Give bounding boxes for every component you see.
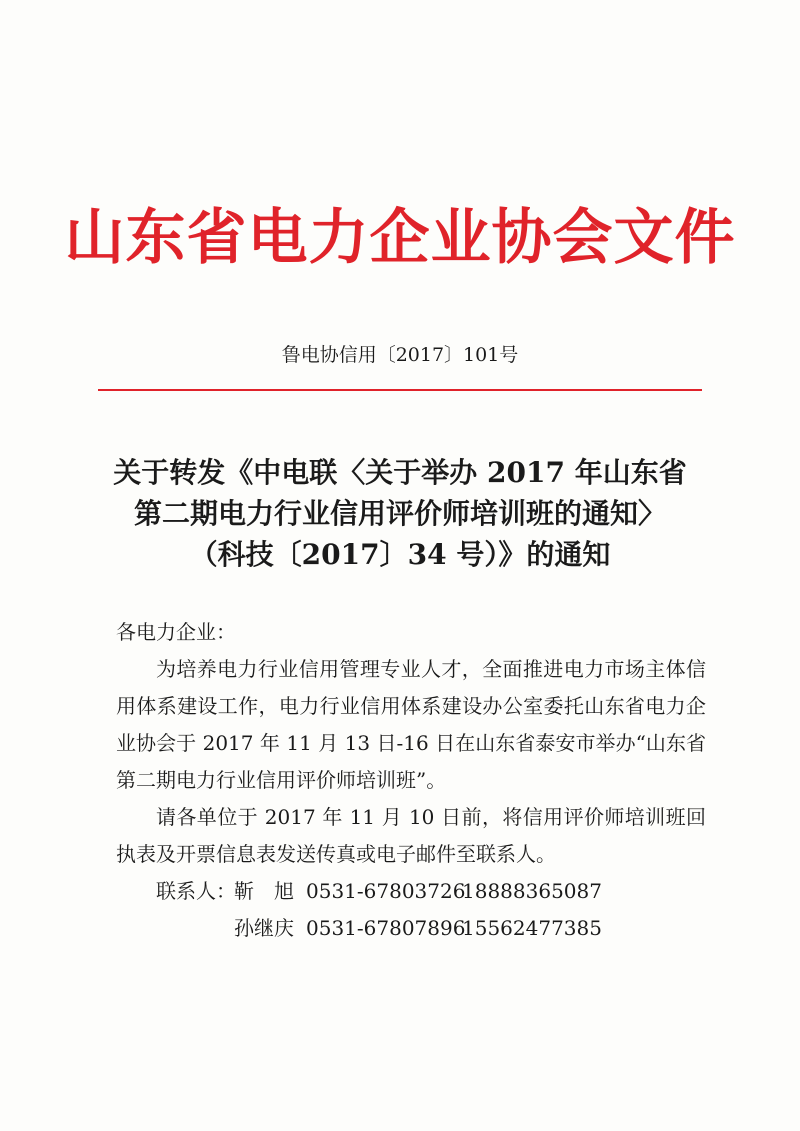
title-line: （科技〔2017〕34 号）》的通知 — [189, 538, 611, 571]
contact-name: 靳 旭 — [234, 879, 294, 903]
salutation: 各电力企业： — [116, 620, 236, 644]
red-separator-rule — [98, 389, 702, 391]
contact-phone: 0531-67803726 — [306, 879, 466, 903]
contact-mobile: 15562477385 — [462, 916, 602, 940]
contact-name: 孙继庆 — [234, 916, 294, 940]
contact-row — [116, 910, 706, 947]
contact-row — [116, 873, 706, 910]
document-body — [116, 614, 706, 947]
body-paragraph: 请各单位于 2017 年 11 月 10 日前，将信用评价师培训班回执表及开票信息表发送传真或电子邮件至联系人。 — [116, 805, 706, 866]
body-paragraph: 为培养电力行业信用管理专业人才，全面推进电力市场主体信用体系建设工作，电力行业信用体系建设办公室委托山东省电力企业协会于 2017 年 11 月 13 日-16 日在山东省泰安市举办“山东省第二期电力行业信用评价师培训班”。 — [116, 657, 706, 792]
title-line: 关于转发《中电联〈关于举办 2017 年山东省 — [113, 456, 687, 489]
title-line: 第二期电力行业信用评价师培训班的通知〉 — [133, 497, 666, 530]
document-number: 鲁电协信用〔2017〕101号 — [281, 344, 519, 366]
contact-phone: 0531-67807896 — [306, 916, 466, 940]
document-title — [80, 452, 720, 575]
contacts-label: 联系人： — [156, 879, 236, 903]
org-letterhead-title: 山东省电力企业协会文件 — [64, 203, 736, 273]
contact-mobile: 18888365087 — [462, 879, 602, 903]
